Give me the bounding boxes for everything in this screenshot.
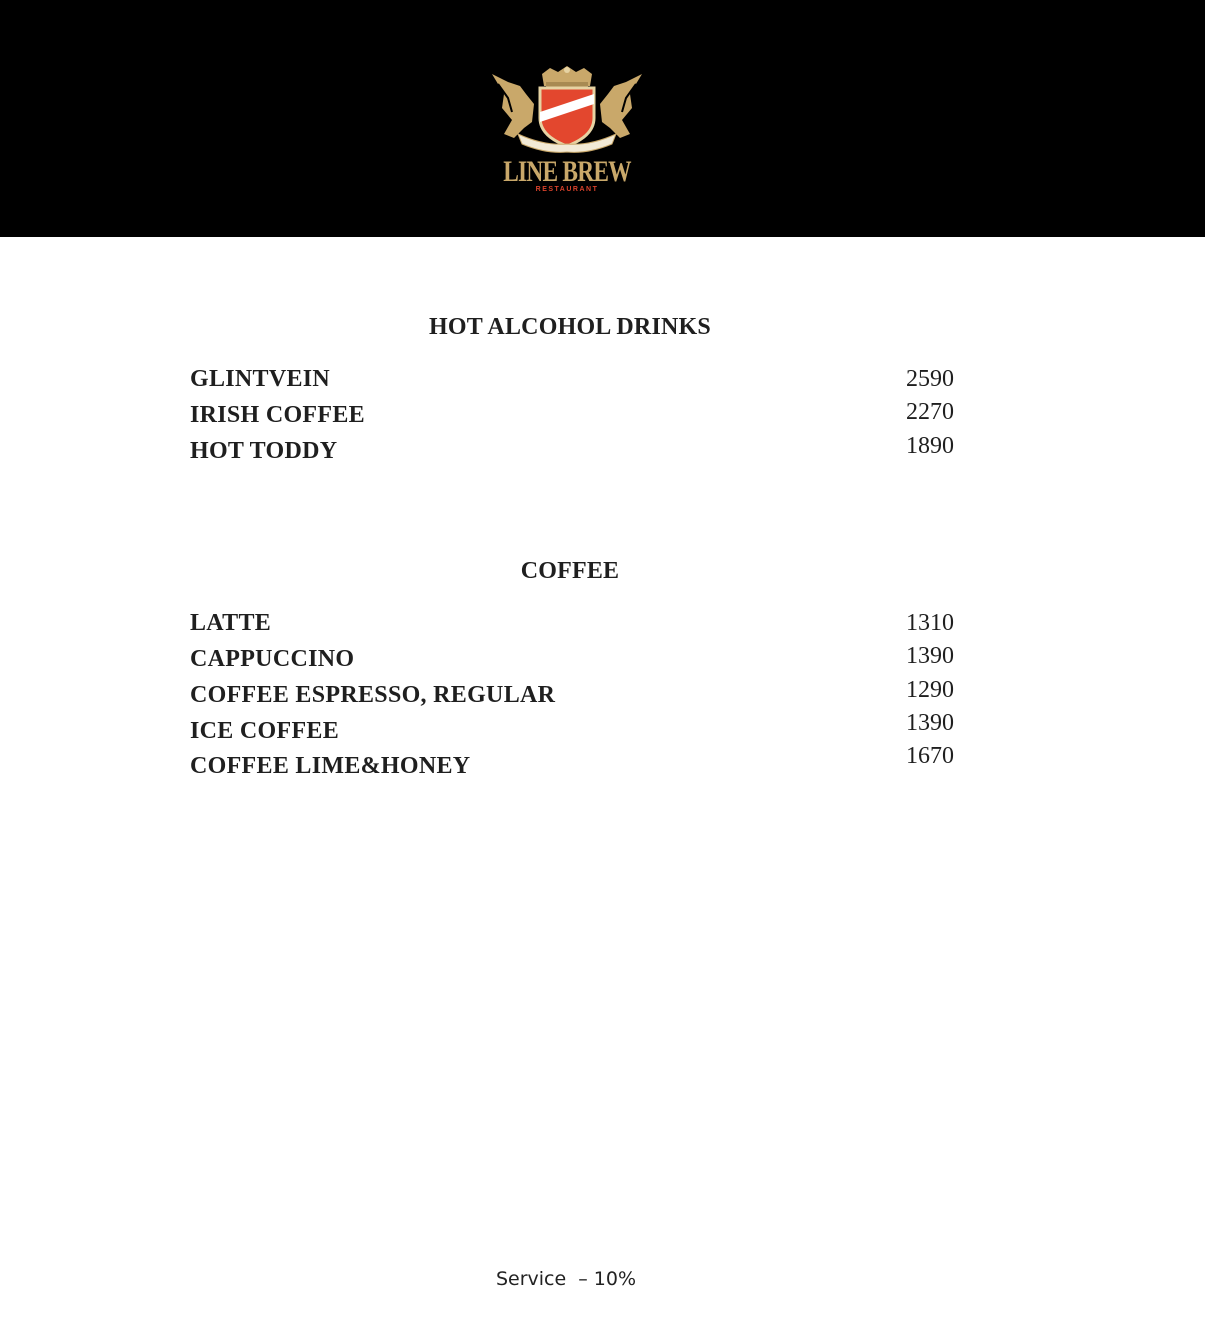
section-title-hot-alcohol-drinks: HOT ALCOHOL DRINKS (429, 314, 711, 340)
restaurant-logo (484, 64, 650, 198)
menu-item-name: COFFEE LIME&HONEY (190, 753, 471, 779)
menu-item-name: COFFEE ESPRESSO, REGULAR (190, 682, 556, 708)
menu-item-price: 1390 (906, 643, 954, 669)
menu-item-name: CAPPUCCINO (190, 646, 355, 672)
menu-item-price: 1390 (906, 710, 954, 736)
menu-item-price: 1290 (906, 677, 954, 703)
menu-item-name: GLINTVEIN (190, 366, 331, 392)
menu-item-name: IRISH COFFEE (190, 402, 365, 428)
crest-icon (484, 64, 650, 156)
section-title-coffee: COFFEE (520, 558, 620, 584)
menu-item-name: ICE COFFEE (190, 718, 340, 744)
menu-item-price: 1670 (906, 743, 954, 769)
menu-item-price: 1890 (906, 433, 954, 459)
menu-item-price: 2590 (906, 366, 954, 392)
menu-item-name: LATTE (190, 610, 272, 636)
logo-subtitle: RESTAURANT (535, 186, 599, 193)
header-banner (0, 0, 1205, 237)
menu-item-name: HOT TODDY (190, 438, 338, 464)
menu-item-price: 2270 (906, 399, 954, 425)
logo-title: LINE BREW (503, 155, 631, 188)
menu-item-price: 1310 (906, 610, 954, 636)
service-charge-note: Service – 10% (495, 1268, 637, 1290)
